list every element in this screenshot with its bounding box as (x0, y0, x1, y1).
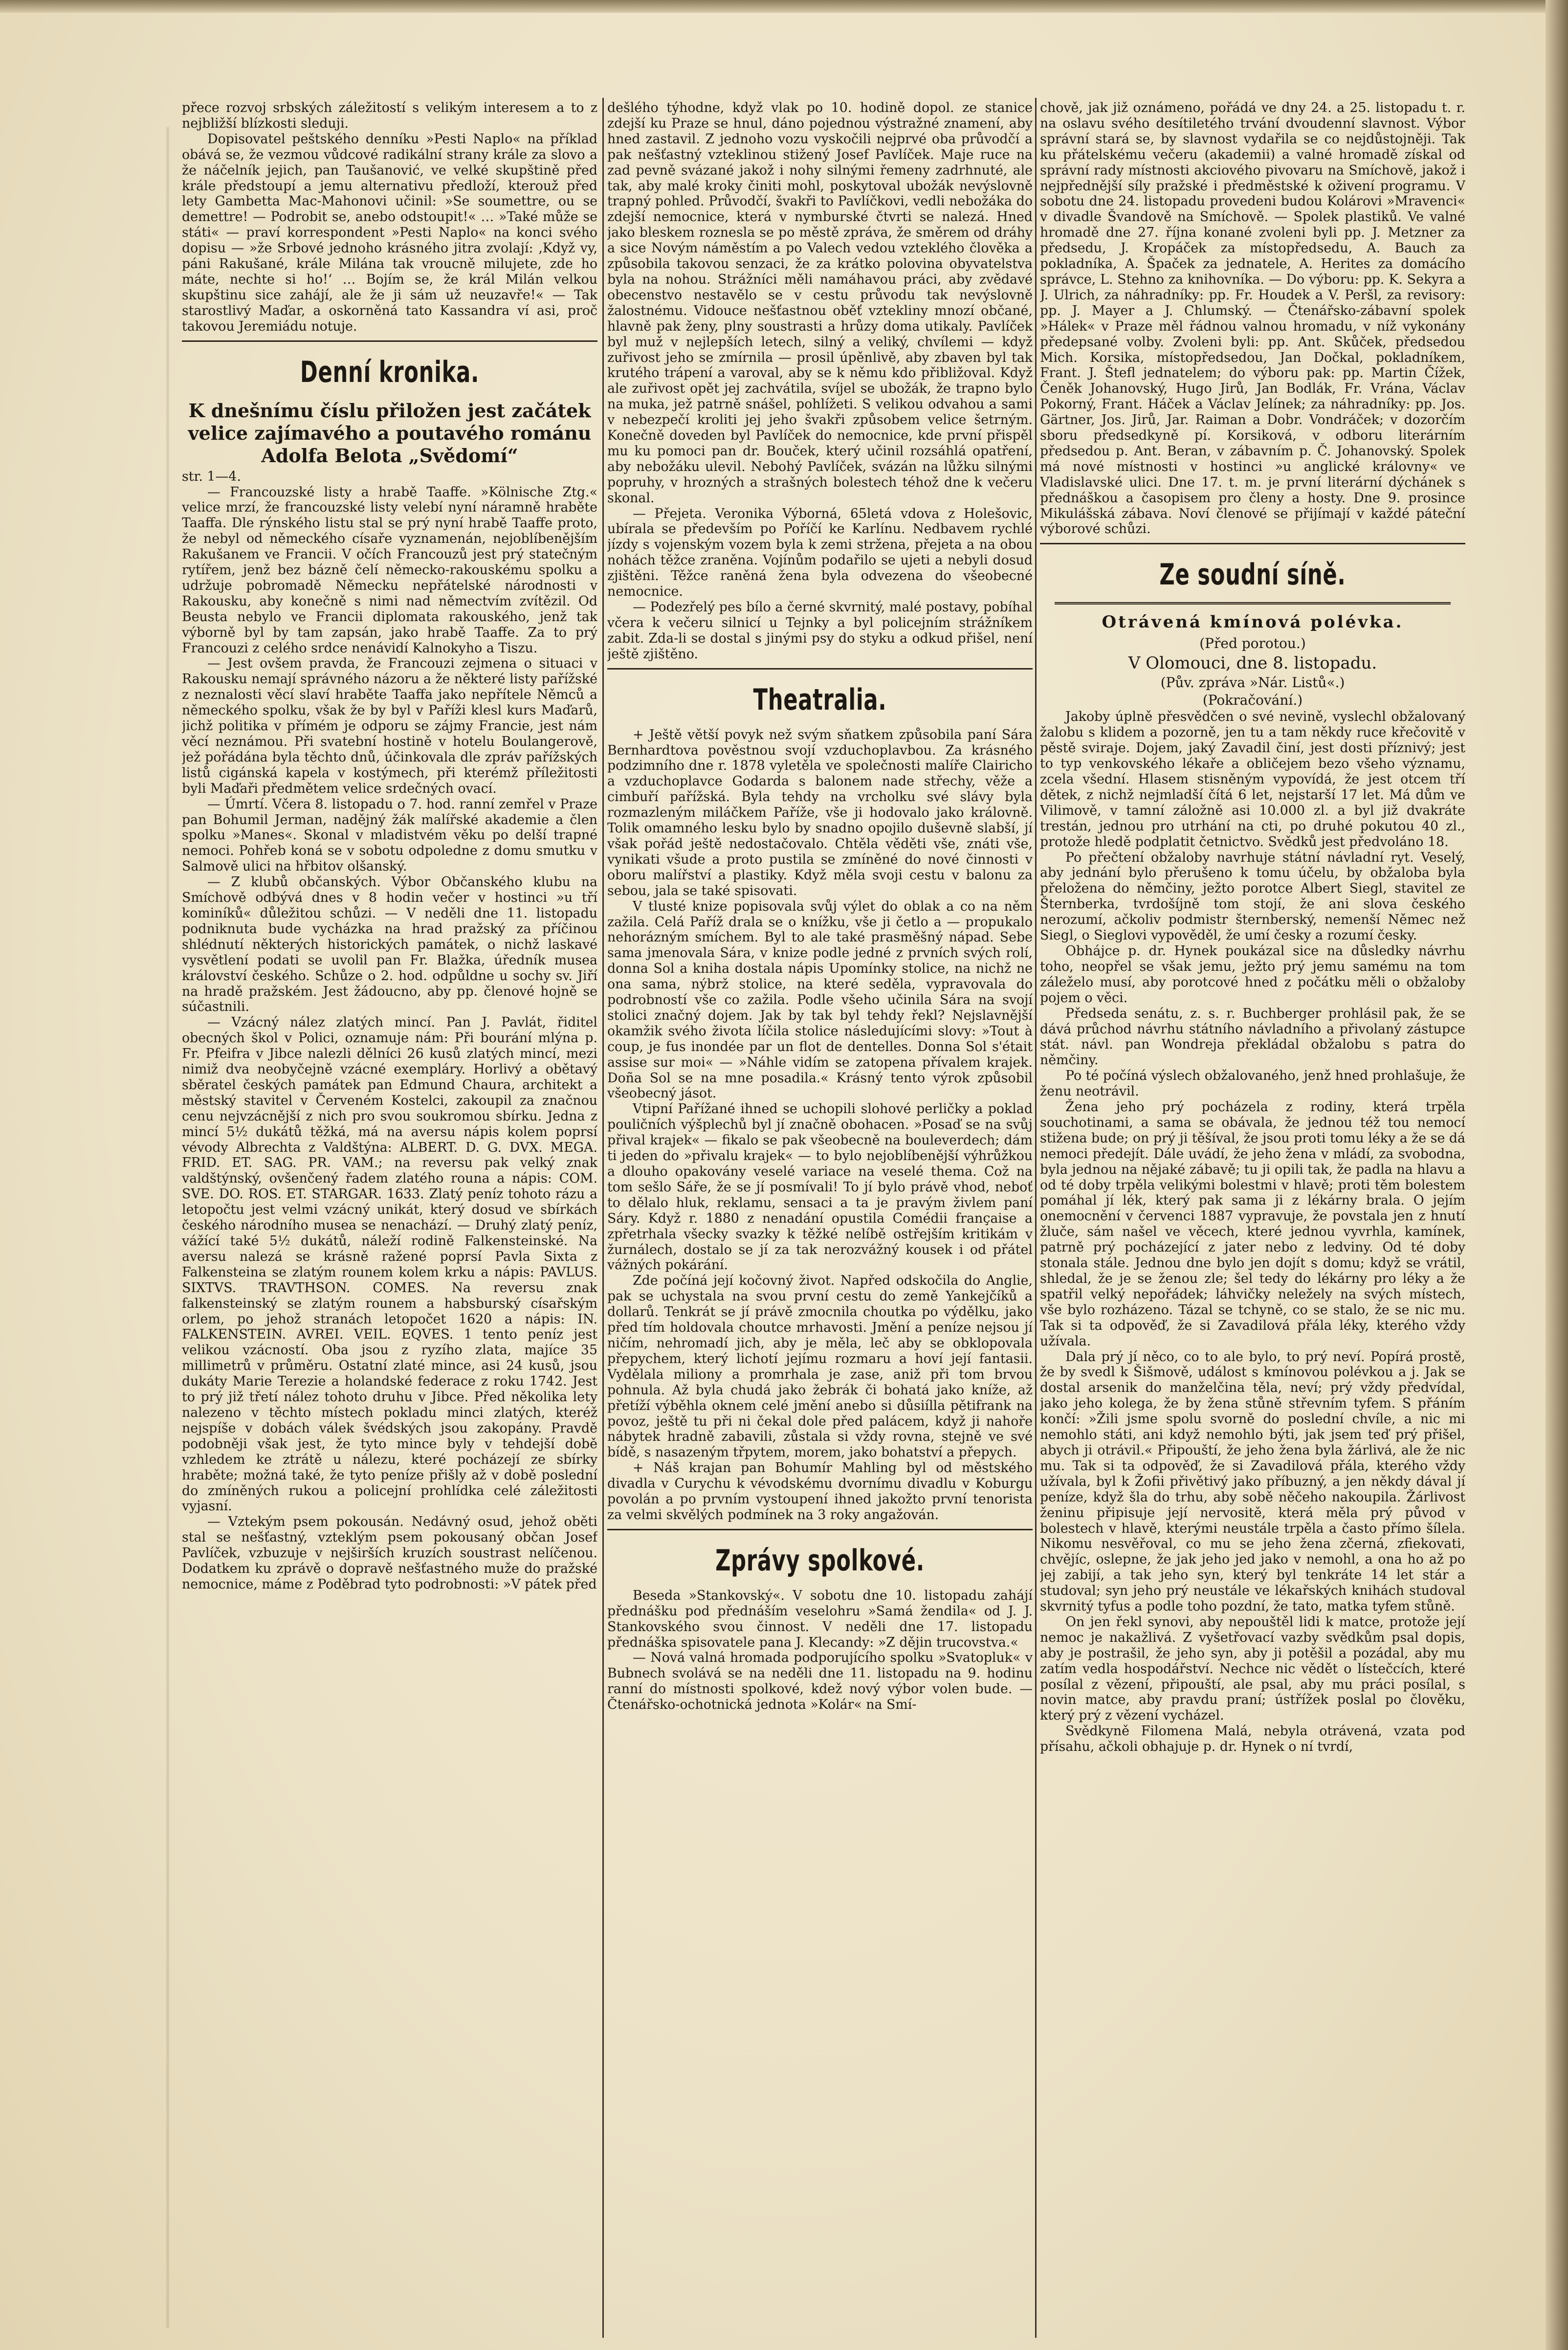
section-divider (607, 668, 1033, 670)
court-paragraph: Svědkyně Filomena Malá, nebyla otrávená, vzata pod přísahu, ačkoli obhajuje p. dr. Hynek o ní tvrdí, (1040, 1723, 1465, 1755)
court-paragraph: On jen řekl synovi, aby nepouštěl lidi k matce, protože její nemoc je nakažlivá. Z vyšetřovací vazby svědkům psal dopis, aby je postrašil, že jeho syn, aby ji potěšil a pozádal, aby mu zatím vedla hospodářství. Nechce nic vědět o lístečcích, které posílal z vězení, připouští, ale psal, aby mu práci posílal, s novin matce, aby pravdu praní; ústřížek poslal po člověku, který prý z vězení vycházel. (1040, 1614, 1465, 1723)
news-item: — Z klubů občanských. Výbor Občanského klubu na Smíchově odbývá dnes v 8 hodin večer v hostinci »u tří kominíků« důležitou schůzi. — V neděli dne 11. listopadu podniknuta bude vycházka na hrad pražský za příčinou shlédnutí některých historických památek, o nichž laskavé vysvětlení podati se uvolil pan Fr. Blažka, úředník musea království českého. Schůze o 2. hod. odpůldne u sochy sv. Jiří na hradě pražském. Jest žádoucno, aby pp. členové hojně se súčastnili. (182, 874, 597, 1015)
news-item: dešlého týhodne, když vlak po 10. hodině dopol. ze stanice zdejší ku Praze se hnul, dáno pojednou výstražné znamení, aby hned zastavil. Z jednoho vozu vyskočili nejprvé oba průvodčí a pak nešťastný vzteklinou stižený Josef Pavlíček. Maje ruce na zad pevně svázané jakož i nohy silnými řemeny zadrhnuté, ale tak, aby malé kroky činiti mohl, poskytoval ubožák nevýslovně trapný pohled. Průvodčí, švakři to Pavlíčkovi, vedli nebožáka do zdejší nemocnice, která v nymburské čtvrti se nalezá. Hned jako bleskem roznesla se po městě zpráva, že směrem od dráhy a sice Novým náměstím a po Valech vedou vzteklého člověka a způsobila takovou senzaci, že za krátko polovina obyvatelstva byla na nohou. Strážníci měli namáhavou práci, aby zvědavé obecenstvo nestavělo se v cestu průvodu tak nevýslovně žalostnému. Vidouce nešťastnou oběť vztekliny mnozí občané, hlavně pak ženy, plny soustrasti a hrůzy doma utikaly. Pavlíček byl muž v nejlepších letech, silný a veliký, chvílemi — když zuřivost jeho se zmírnila — prosil úpěnlivě, aby zbaven byl tak krutého trápení a varoval, aby se k němu kdo přibližoval. Když ale zuřivost opět jej zachvátila, svíjel se ubožák, že trapno bylo na muka, jež patrně snášel, pohlížeti. S velikou odvahou a sami v nebezpečí kroliti jej jeho švakři způsobem velice šetrným. Konečně doveden byl Pavlíček do nemocnice, kde první přispěl mu ku pomoci pan dr. Bouček, který učinil rozsáhlá opatření, aby nebožáku ulevil. Nebohý Pavlíček, svázán na lůžku silnými popruhy, v hrozných a strašných bolestech téhož dne k večeru skonal. (607, 100, 1033, 506)
section-divider (607, 1529, 1033, 1530)
theatre-item: V tlusté knize popisovala svůj výlet do oblak a co na něm zažila. Celá Paříž drala se o knížku, vše ji četlo a — propukalo nehorázným smíchem. Byl to ale také prasměšný nápad. Sebe sama jmenovala Sára, v knize podle jedné z prvních svých rolí, donna Sol a kniha dostala nápis Upomínky stolice, na nichž ne ona sama, nýbrž stolice, na které seděla, vypravovala do podrobností vše co zažila. Podle všeho učinila Sára na svojí stolici značný dojem. Jak by tak byl tehdy řekl? Nejslavnější okamžik svého života líčila stolice následujícími slovy: »Tout à coup, je fus inondée par un flot de dentelles. Donna Sol s'était assise sur moi« — »Náhle vidím se zatopena přívalem krajek. Doña Sol se na mne posadila.« Krásný tento výrok způsobil všeobecný jásot. (607, 898, 1033, 1101)
scan-right-edge (1546, 0, 1568, 2350)
news-item: — Vztekým psem pokousán. Nedávný osud, jehož oběti stal se nešťastný, vzteklým psem pokousaný občan Josef Pavlíček, vzbuzuje v nejširších kruzích soustrast nelíčenou. Dodatkem ku zprávě o dopravě nešťastného muže do pražské nemocnice, máme z Poděbrad tyto podrobnosti: »V pátek před (182, 1514, 597, 1592)
court-continuation: (Pokračování.) (1202, 692, 1303, 709)
section-heading-zpravy-spolkove: Zprávy spolkové. (715, 1543, 925, 1578)
court-source: (Pův. zpráva »Nár. Listů«.) (1160, 674, 1345, 691)
court-paragraph: Jakoby úplně přesvědčen o své nevině, vyslechl obžalovaný žalobu s klidem a pozorně, jen tu a tam někdy ruce křečovitě v pěstě sviraje. Dojem, jaký Zavadil činí, jest dosti příznivý; jest to typ venkovského lékaře a obličejem bezo všeho významu, zcela všední. Hlasem stisněným vypovídá, že jest otcem tří dětek, z nichž nejmladší čítá 6 let, nejstarší 17 let. Má dům ve Vilimově, v tamní záložně asi 10.000 zl. a byl již dvakráte trestán, jednou pro utrhání na cti, po druhé pokutou 40 zl., protože hledě podplatit četnictvo. Svědků jest předvoláno 18. (1040, 709, 1465, 850)
section-heading-theatralia: Theatralia. (753, 682, 887, 717)
club-item: chově, jak již oznámeno, pořádá ve dny 24. a 25. listopadu t. r. na oslavu svého desítiletého trvání dvoudenní slavnost. Výbor správní stará se, by slavnost vydařila se co nejdůstojněji. Tak ku přátelskému večeru (akademii) a valné hromadě získal od správní rady místnosti akciového pivovaru na Smíchově, jakož i nejpřednější síly pražské i předměstské k oživení programu. V sobotu dne 24. listopadu provedeni budou Kolárovi »Mravenci« v divadle Švandově na Smíchově. — Spolek plastiků. Ve valné hromadě dne 27. října konané zvoleni byli pp. J. Metzner za předsedu, J. Kropáček za místopředsedu, A. Bauch za pokladníka, A. Špaček za jednatele, A. Herites za domácího správce, L. Stehno za knihovníka. — Do výboru: pp. K. Sekyra a J. Ulrich, za náhradníky: pp. Fr. Houdek a V. Peršl, za revisory: pp. J. Mayer a J. Chlumský. — Čtenářsko-zábavní spolek »Hálek« v Praze měl řádnou valnou hromadu, v níž vykonány předepsané volby. Zvoleni byli: pp. Ant. Skůček, předsedou Mich. Korsika, místopředsedou, Jan Dočkal, pokladníkem, Frant. J. Štefl jednatelem; do výboru pak: pp. Martin Čížek, Čeněk Johanovský, Hugo Jirů, Jan Bodlák, Fr. Vrána, Václav Pokorný, Frant. Háček a Václav Jelínek; za náhradníky: pp. Jos. Gärtner, Jos. Jirů, Jar. Raiman a Dobr. Vondráček; v dozorčím sboru předsedkyně pí. Korsiková, v odboru literárním předsedou p. Ant. Beran, v zábavním p. Č. Johanovský. Spolek má nové místnosti v hostinci »u anglické královny« ve Vladislavské ulici. Dne 17. t. m. je první literární dýchánek s přednáškou a časopisem pro členy a hosty. Dne 9. prosince Mikulášská zábava. Noví členové se přijímají v každé páteční výborové schůzi. (1040, 100, 1465, 537)
supplement-pages: str. 1—4. (182, 469, 241, 484)
news-item: — Podezřelý pes bílo a černé skvrnitý, malé postavy, pobíhal včera k večeru silnicí u Tejnky a byl policejním strážníkem zabit. Zda-li se dostal s jinými psy do styku a odkud přišel, není ještě zjištěno. (607, 600, 1033, 662)
column-3 (1040, 100, 1465, 2345)
court-article-title: Otrávená kmínová polévka. (1102, 612, 1404, 632)
court-article-note: (Před porotou.) (1199, 635, 1306, 652)
theatre-item: + Ještě větší povyk než svým sňatkem způsobila paní Sára Bernhardtova pověstnou svojí vzduchoplavbou. Za krásného podzimního dne r. 1878 vyletěla ve společnosti malíře Clairicho a vzduchoplavce Godarda s balonem nade střechy, věže a cimbuří pařížská. Byla tehdy na vrcholku své slávy byla rozmazleným miláčkem Paříže, vše ji hodovalo jako královně. Tolik omamného lesku bylo by snadno opojilo duševně slabší, jí však pořád ještě nedostačovalo. Chtěla věděti vše, znáti vše, vynikati všude a proto pustila se zmíněné do nové činnosti v oboru malířství a plastiky. Když měla svoji cestu v balonu za sebou, jala se také spisovati. (607, 727, 1033, 898)
theatre-item: Zde počíná její kočovný život. Napřed odskočila do Anglie, pak se uchystala na svou první cestu do země Yankejčíků a dollarů. Tenkrát se jí právě zmocnila choutka po výdělku, jako před tím holdovala choutce mrhavosti. Jmění a peníze nejsou jí ničím, nehromadí jich, aby je měla, leč aby se obklopovala přepychem, který lichotí jejímu rozmaru a hoví její fantasii. Vydělala miliony a promrhala je zase, aniž při tom brvou pohnula. Až byla chudá jako žebrák či bohatá jako kníže, až přetíží výběhla oknem celé jmění anebo si důsiílla pětifrank na povoz, ještě tu při ni čekal dole před palácem, když ji nahoře nábytek hradně zabavili, zůstala si vždy rovna, stejně ve své bídě, s nasazeným třpytem, morem, jako bohatství a přepych. (607, 1273, 1033, 1460)
news-item: — Vzácný nález zlatých mincí. Pan J. Pavlát, řiditel obecných škol v Polici, oznamuje nám: Při bourání mlýna p. Fr. Pfeifra v Jibce nalezli dělníci 26 kusů zlatých mincí, mezi nimiž dva neobyčejně vzácné exempláry. Horlivý a obětavý sběratel českých památek pan Edmund Chaura, architekt a městský stavitel v Červeném Kostelci, zakoupil za značnou cenu nejvzácnější z nich pro svou soukromou sbírku. Jedna z mincí 5½ dukátů těžká, má na aversu nápis kolem poprsí vévody Albrechta z Valdštýna: ALBERT. D. G. DVX. MEGA. FRID. ET. SAG. PR. VAM.; na reversu pak velký znak valdštýnský, ovšenčený řadem zlatého rouna a nápis: COM. SVE. DO. ROS. ET. STARGAR. 1633. Zlatý peníz tohoto rázu a letopočtu jest velmi vzácný unikát, který dosud ve sbírkách českého národního musea se nenachází. — Druhý zlatý peníz, vážící také 5½ dukátů, náleží rodině Falkensteinské. Na aversu nalezá se krásně ražené poprsí Pavla Sixta z Falkensteina se zlatým rounem kolem krku a nápis: PAVLUS. SIXTVS. TRAVTHSON. COMES. Na reversu znak falkensteinský se zlatým rounem a habsburský císařským orlem, po jehož stranách letopočet 1620 a nápis: IN. FALKENSTEIN. AVREI. VEIL. EQVES. 1 tento peníz jest velikou vzácností. Oba jsou z ryzího zlata, majíce 35 millimetrů v průměru. Ostatní zlaté mince, asi 24 kusů, jsou dukáty Marie Terezie a holandské federace z roku 1742. Jest to prý již třetí nález tohoto druhu v Jibce. Před několika lety nalezeno v těchto místech pokladu minci zlatých, kteréž nejspíše v dobách válek švédských jsou zakopány. Pravdě podobněji však jest, že tyto mince byly v tehdejší době vzhledem ke ztrátě u nálezu, které pocházejí ze sbírky hraběte; možná také, že tyto peníze přišly až v době poslední do zmíněných rukou a policejní prohlídka celé záležitosti vyjasní. (182, 1015, 597, 1514)
court-paragraph: Žena jeho prý pocházela z rodiny, která trpěla souchotinami, a sama se obávala, že jednou též tou nemocí stižena bude; on prý ji těšíval, že jsou proti tomu léky a že se dá nemoci předejít. Dále uvádí, že jeho žena v mládí, za svobodna, byla jednou na nějaké zábavě; tu ji opili tak, že padla na hlavu a od té doby trpěla velikými bolestmi v hlavě; proti těm bolestem pomáhal jí lék, který pak sama ji z lékárny brala. O jejím onemocnění v červenci 1887 vypravuje, že povstala jen z hnutí žluče, sám našel ve věcech, které jednou vyvrhla, kamínek, patrně prý pocházející z jater nebo z ledviny. Od té doby stonala stále. Jednou dne bylo jen dojít s domu; když se vrátil, shledal, že je se ženou zle; šel tedy do lékárny pro léky a že spatřil velký nepořádek; láhvičky neležely na svých místech, vše bylo rozházeno. Tázal se tchyně, co se stalo, že se nic mu. Tak si ta odpověď, že si Zavadilová přála léky, kterého vždy užívala. (1040, 1099, 1465, 1349)
court-paragraph: Po přečtení obžaloby navrhuje státní návladní ryt. Veselý, aby jednání bylo přerušeno k tomu účelu, by obžaloba byla přeložena do němčiny, ježto porotce Albert Siegl, stavitel ze Šternberka, tvrdošíjně tom stojí, že ani slova českého nerozumí, ačkoliv podmistr šternberský, nemenší Němec než Siegl, o Sieglovi vypověděl, že umí česky a rozumí česky. (1040, 850, 1465, 943)
court-paragraph: Předseda senátu, z. s. r. Buchberger prohlásil pak, že se dává průchod návrhu státního návladního a přivolaný zástupce stát. návl. pan Wondreja překládal obžalobu s patra do němčiny. (1040, 1006, 1465, 1068)
section-divider (1040, 543, 1465, 544)
news-item: — Přejeta. Veronika Výborná, 65letá vdova z Holešovic, ubírala se především po Poříčí ke Karlínu. Nedbavem rychlé jízdy s vojenským vozem byla k zemi stržena, přejeta a na obou nohách těžce zraněna. Vojínům podařilo se ujeti a nebyli dosud zjištěni. Těžce raněná žena byla odvezena do všeobecné nemocnice. (607, 506, 1033, 600)
section-heading-denni-kronika: Denní kronika. (300, 355, 480, 389)
article-paragraph: Dopisovatel peštského denníku »Pesti Naplo« na příklad obává se, že vezmou vůdcové radikální strany krále za slovo a že náčelník jejich, pan Taušanović, ve velké skupštině před krále předstoupí a jemu alternativu předloží, kterouž před lety Gambetta Mac-Mahonovi učinil: »Se soumettre, ou se demettre! — Podrobit se, anebo odstoupit!« … »Také může se státi« — praví korrespondent »Pesti Naplo« na konci svého dopisu — »že Srbové jednoho krásného jitra zvolají: ‚Když vy, páni Rakušané, krále Milána tak vroucně milujete, zde ho máte, nechte si ho!‘ … Bojím se, že král Milán velkou skupštinu sice zahájí, ale že ji sám už neuzavře!« — Tak starostlivý Maďar, a oskorněná tato Kassandra ví asi, proč takovou Jeremiádu notuje. (182, 131, 597, 334)
court-dateline: V Olomouci, dne 8. listopadu. (1128, 653, 1377, 673)
news-item: — Jest ovšem pravda, že Francouzi zejmena o situaci v Rakousku nemají správného názoru a že některé listy pařížské z neznalosti věcí slaví hraběte Taaffa jako nepřítele Němců a německého spolku, však že by byl v Paříži klesl kurs Maďarů, jichž politika v přímém je odporu se zájmy Francie, jest nám věcí neznámou. Při svatební hostině v hotelu Boulangerově, jež pořádána byla těchto dnů, účinkovala dle zpráv pařížských listů cigánská kapela v kostýmech, při kterémž příležitosti byli Maďaři předmětem velice srdečných ovací. (182, 656, 597, 796)
court-paragraph: Po té počíná výslech obžalovaného, jenž hned prohlašuje, že ženu neotrávil. (1040, 1068, 1465, 1099)
column-rule (602, 98, 604, 2338)
club-item: — Nová valná hromada podporujícího spolku »Svatopluk« v Bubnech svolává se na neděli dne 11. listopadu na 9. hodinu ranní do místnosti spolkové, kdež nový výbor volen bude. — Čtenářsko-ochotnická jednota »Kolár« na Smí- (607, 1650, 1033, 1713)
news-item: — Francouzské listy a hrabě Taaffe. »Kölnische Ztg.« velice mrzí, že francouzské listy velebí nyní náramně hraběte Taaffa. Dle rýnského listu stal se prý nyní hrabě Taaffe proto, že nebyl od německého císaře vyznamenán, nejoblíbenějším Rakušanem ve Francii. V očích Francouzů jest prý statečným rytířem, jenž bez bázně čelí německo-rakouskému spolku a udržuje pobromadě Německu nepřátelské národnosti v Rakousku, aby konečně s nimi nad němectvím zvítězil. Od Beusta nebylo ve Francii diplomata rakouského, jenž tak výborně byl by tam zapsán, jako hrabě Taaffe. Za to prý Francouzi z celého srdce nenávidí Kalnokyho a Tiszu. (182, 484, 597, 656)
news-item: — Úmrtí. Včera 8. listopadu o 7. hod. ranní zemřel v Praze pan Bohumil Jerman, nadějný žák malířské akademie a člen spolku »Manes«. Skonal v mladistvém věku po delší trapné nemoci. Pohřeb koná se v sobotu odpoledne z domu smutku v Salmově ulici na hřbitov olšanský. (182, 796, 597, 874)
article-paragraph: přece rozvoj srbských záležitostí s velikým interesem a to z nejbližší blízkosti sleduji. (182, 100, 597, 131)
section-heading-ze-soudni-sine: Ze soudní síně. (1159, 558, 1346, 592)
court-paragraph: Obhájce p. dr. Hynek poukázal sice na důsledky návrhu toho, neopřel se však jemu, ježto prý jemu samému na tom záleželo musí, aby porotcové hned z počátku měli o obžaloby pojem o věci. (1040, 943, 1465, 1006)
column-1 (182, 100, 597, 2345)
column-rule (1035, 98, 1037, 2338)
theatre-item: Vtipní Pařížané ihned se uchopili slohové perličky a poklad pouličních výšplechů byl jí značně obohacen. »Posaď se na svůj přival krajek« — fikalo se pak všeobecně na bouleverdech; dám ti jeden do »přivalu krajek« — to bylo nejoblíbenější výhrůžkou a dlouho opakovány veselé variace na veselé thema. Což na tom sešlo Sáře, že se jí posmívali! To jí bylo právě vhod, neboť to dělalo hluk, reklamu, sensaci a ta je pravým živlem paní Sáry. Když r. 1880 z nenadání opustila Comédii française a zpřetrhala všecky svazky k těžké nelíbě ostřejším kritikám v žurnálech, dostalo se jí za tak nerozvážný kousek i od přátel vážných pokárání. (607, 1101, 1033, 1273)
binding-shadow (166, 127, 169, 2328)
club-item: Beseda »Stankovský«. V sobotu dne 10. listopadu zahájí přednášku pod přednáším veselohru »Samá žendila« od J. J. Stankovského svou činnost. V neděli dne 17. listopadu přednáška spisovatele pana J. Klecandy: »Z dějin trucovstva.« (607, 1588, 1033, 1650)
section-divider (182, 340, 597, 342)
supplement-announcement: K dnešnímu číslu přiložen jest začátek velice zajímavého a poutavého románu Adolfa Belota „Svědomí“ (188, 399, 592, 467)
scan-top-edge (0, 0, 1568, 13)
court-paragraph: Dala prý jí něco, co to ale bylo, to prý neví. Popírá prostě, že by svedl k Šišmově, událost s kmínovou polévkou a j. Jak se dostal arsenik do manželčina těla, neví; prý vždy předvídal, jako jeho kolega, že by žena stůně střevním tyfem. S přáním končí: »Žili jsme spolu svorně do poslední chvíle, a nic mi nemohlo státi, ani když nemohlo býti, jak jsem teď prý přišel, abych ji otrávil.« Připouští, že jeho žena byla žárlivá, ale že nic mu. Tak si ta odpověď, že si Zavadilová přála, kterého vždy užívala, byl k Žofii přivětivý jako příbuzný, a jen někdy dával jí peníze, když šla do trhu, aby sobě něčeho nakoupila. Žárlivost ženinu připisuje její nervositě, která měla prý původ v bolestech v hlavě, kterými neustále trpěla a často přímo šílela. Nikomu nesvěřoval, co mu se jeho žena zčerná, zfiekovati, chvějíc, oslepne, že jak jeho jed jako v nemohl, a ona ho až po jej zabijí, a tak jeho syn, který byl tenkráte 14 let stár a studoval; syn jeho prý neustále ve lékařských knihách studoval skvrnitý tyfus a podle toho pozdní, že tato, matka tyfem stůně. (1040, 1349, 1465, 1614)
heading-double-rule (1055, 602, 1451, 604)
column-2 (607, 100, 1033, 2345)
theatre-item: + Náš krajan pan Bohumír Mahling byl od městského divadla v Curychu k vévodskému dvornímu divadlu v Koburgu povolán a po prvním vystoupení ihned jakožto první tenorista za velmi skvělých podmínek na 3 roky angažován. (607, 1460, 1033, 1522)
